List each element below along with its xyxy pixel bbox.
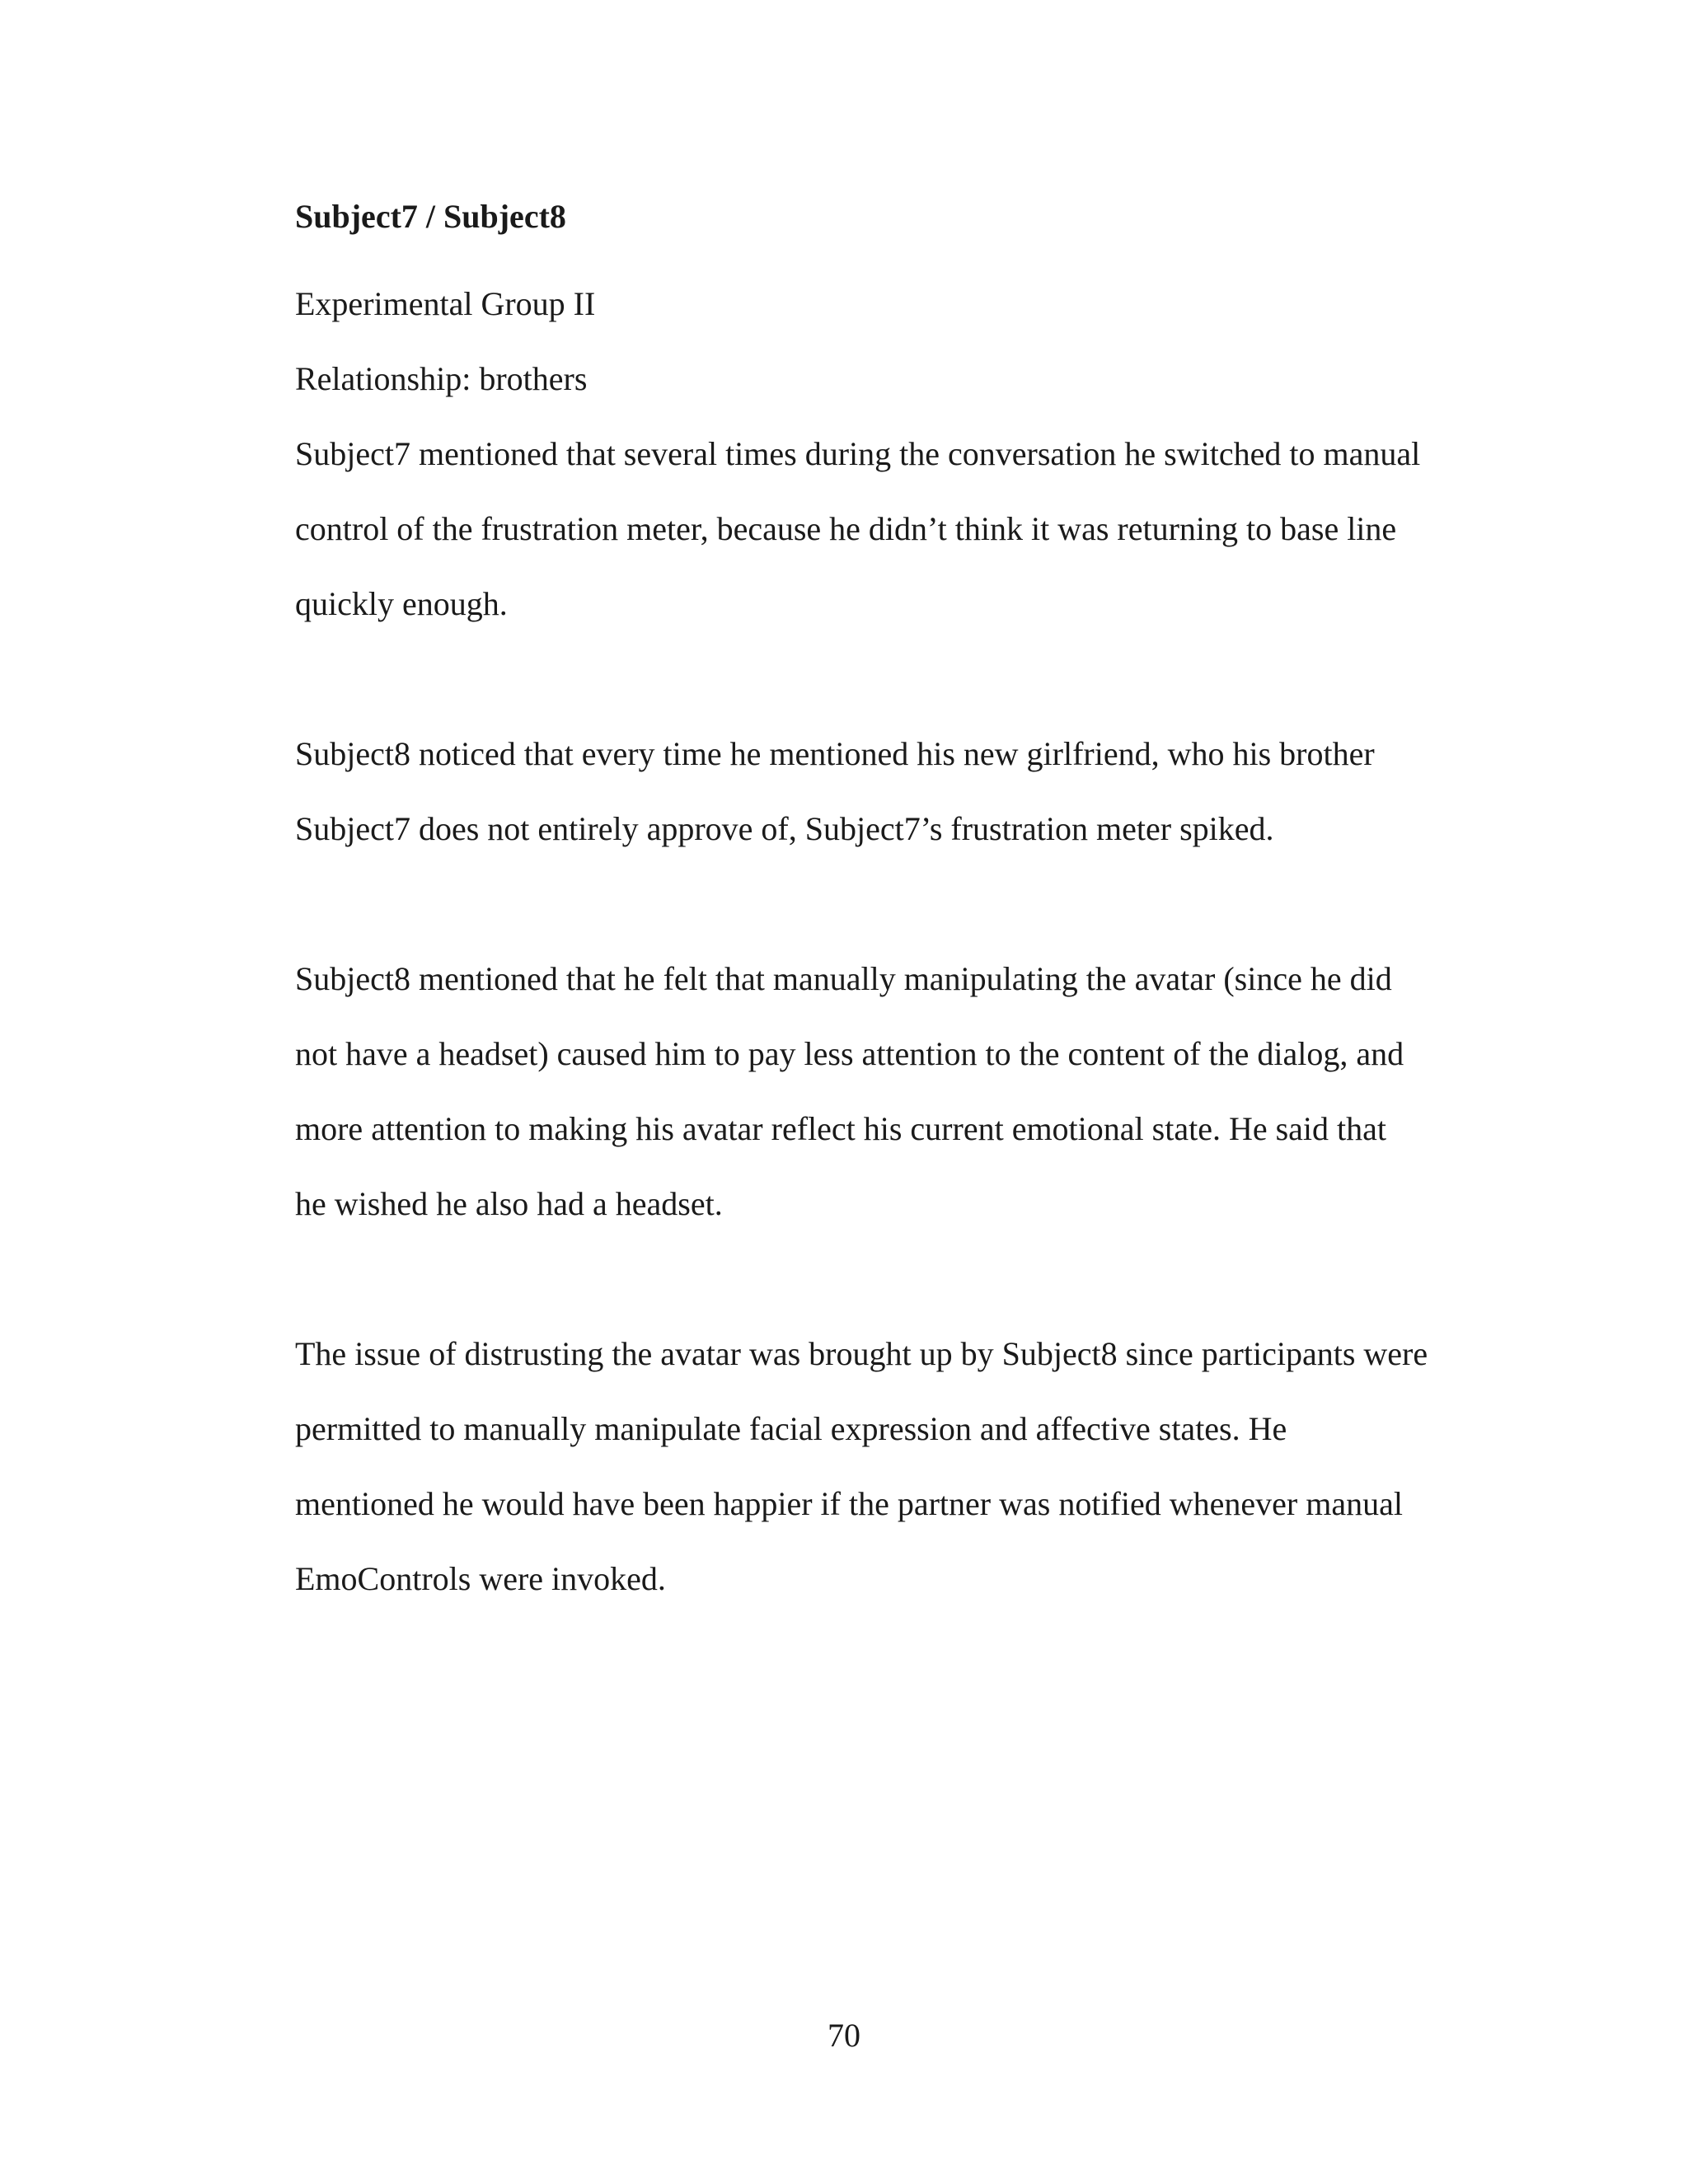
paragraph-2 xyxy=(295,716,1449,866)
paragraph-line: Subject8 noticed that every time he mentioned his new girlfriend, who his brother xyxy=(295,735,1375,772)
paragraph-line: EmoControls were invoked. xyxy=(295,1560,666,1597)
paragraph-line: Subject8 mentioned that he felt that manually manipulating the avatar (since he did xyxy=(295,960,1392,997)
group-label: Experimental Group II xyxy=(295,285,596,322)
paragraph-line: mentioned he would have been happier if the partner was notified whenever manual xyxy=(295,1485,1403,1522)
page-number: 70 xyxy=(828,2017,860,2054)
paragraph-line: The issue of distrusting the avatar was brought up by Subject8 since participants were xyxy=(295,1335,1428,1372)
paragraph-line: quickly enough. xyxy=(295,585,508,622)
paragraph-line: permitted to manually manipulate facial expression and affective states. He xyxy=(295,1410,1287,1447)
paragraph-gap xyxy=(295,641,1449,716)
paragraph-1 xyxy=(295,416,1449,641)
paragraph-line: more attention to making his avatar reflect his current emotional state. He said that xyxy=(295,1110,1387,1147)
paragraph-line: he wished he also had a headset. xyxy=(295,1185,723,1222)
paragraph-gap xyxy=(295,1241,1449,1316)
paragraph-line: Subject7 does not entirely approve of, Subject7’s frustration meter spiked. xyxy=(295,810,1274,847)
relationship-label: Relationship: brothers xyxy=(295,360,588,397)
paragraph-gap xyxy=(295,866,1449,941)
paragraph-line: Subject7 mentioned that several times during the conversation he switched to manual xyxy=(295,435,1421,472)
section-heading: Subject7 / Subject8 xyxy=(295,198,566,235)
paragraph-line: not have a headset) caused him to pay less attention to the content of the dialog, and xyxy=(295,1035,1404,1072)
paragraph-line: control of the frustration meter, because he didn’t think it was returning to base line xyxy=(295,510,1397,547)
paragraph-3 xyxy=(295,941,1449,1241)
page-body xyxy=(295,191,1449,1616)
paragraph-4 xyxy=(295,1316,1449,1616)
